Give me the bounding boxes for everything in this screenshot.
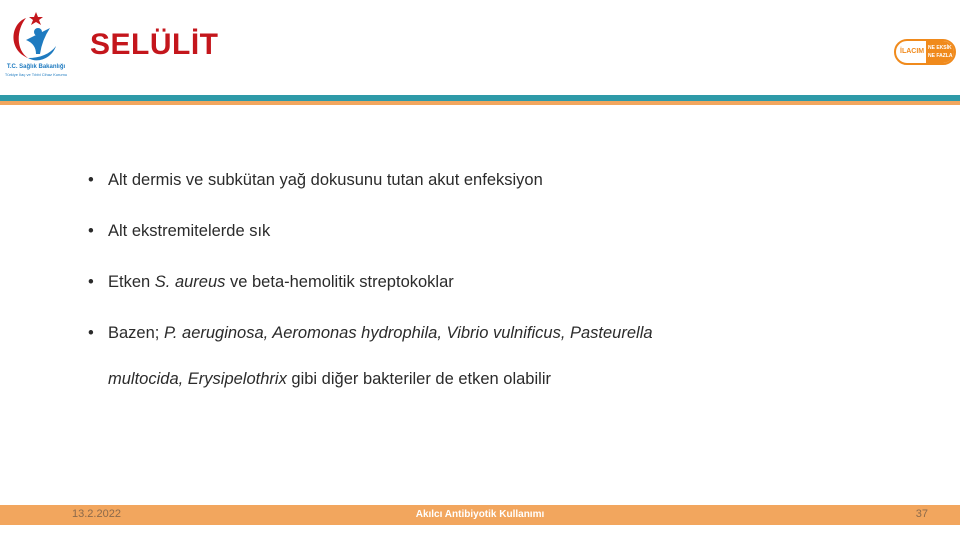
logo-caption: T.C. Sağlık Bakanlığı (6, 64, 66, 70)
slide-title: SELÜLİT (90, 28, 219, 61)
bullet-text: gibi diğer bakteriler de etken olabilir (286, 370, 551, 388)
bullet-marker: • (88, 222, 94, 240)
bullet-text: Alt ekstremitelerde sık (108, 222, 271, 240)
ministry-logo (4, 10, 68, 82)
list-item (88, 219, 928, 243)
bullet-text: Etken (108, 273, 155, 291)
bullet-text: Bazen; (108, 324, 164, 342)
list-item (88, 321, 928, 391)
page-number: 37 (915, 508, 928, 520)
campaign-logo-line1: NE EKSİK (928, 45, 952, 51)
bullet-text: P. aeruginosa, Aeromonas hydrophila, Vibrio vulnificus, Pasteurella (163, 324, 653, 342)
bullet-text: S. aureus (154, 273, 226, 291)
logo-subcaption: Türkiye İlaç ve Tıbbi Cihaz Kurumu (4, 72, 68, 77)
header-divider-orange (0, 101, 960, 105)
footer-bar (0, 505, 960, 525)
campaign-logo (894, 39, 956, 65)
bullet-text: ve beta-hemolitik streptokoklar (225, 273, 454, 291)
campaign-logo-line2: NE FAZLA (928, 53, 953, 59)
bullet-marker: • (88, 171, 94, 189)
footer-date: 13.2.2022 (72, 508, 121, 520)
campaign-logo-left-text: İLACIM (900, 48, 925, 55)
list-item (88, 168, 928, 192)
bullet-marker: • (88, 273, 94, 291)
bullet-text: Alt dermis ve subkütan yağ dokusunu tutan akut enfeksiyon (108, 171, 543, 189)
bullet-list (88, 168, 928, 418)
bullet-continuation (108, 367, 928, 391)
footer-title: Akılcı Antibiyotik Kullanımı (415, 509, 545, 520)
bullet-text: multocida, Erysipelothrix (108, 370, 287, 388)
bullet-marker: • (88, 324, 94, 342)
crescent-star-icon (4, 10, 68, 64)
list-item (88, 270, 928, 294)
